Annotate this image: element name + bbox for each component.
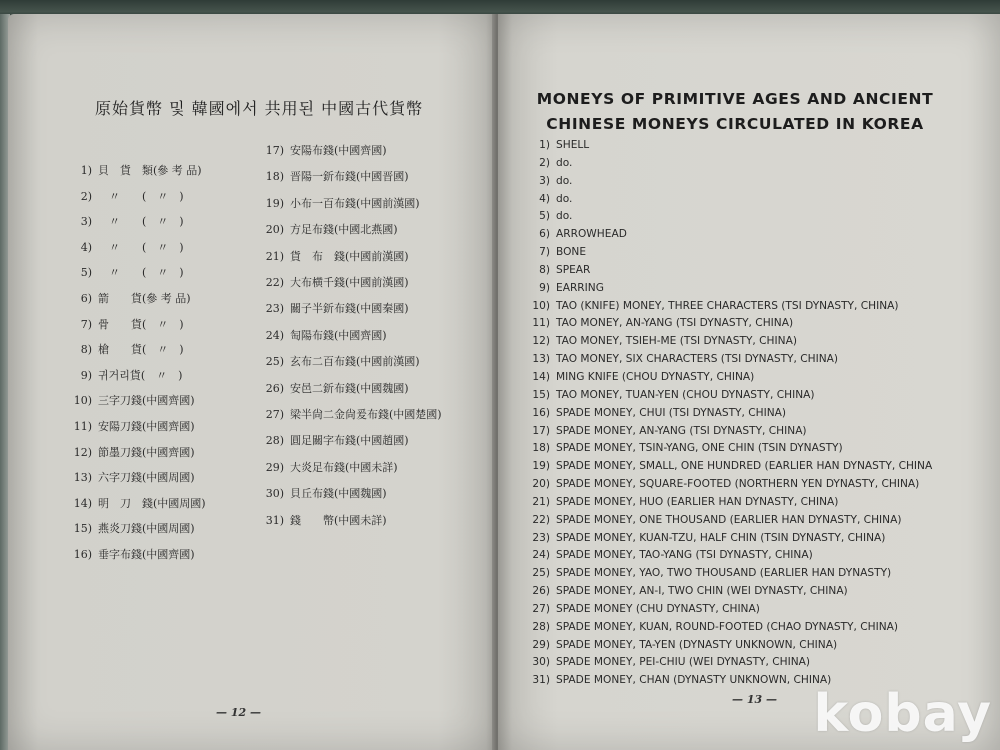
item-text: 節墨刀錢(中國齊國)	[98, 445, 195, 459]
item-number: 15)	[532, 388, 550, 401]
list-item	[262, 406, 442, 424]
right-page-title-line-1: MONEYS OF PRIMITIVE AGES AND ANCIENT	[536, 90, 934, 108]
item-text: ARROWHEAD	[556, 228, 627, 241]
list-item	[526, 173, 976, 191]
item-text: SPADE MONEY, KUAN, ROUND-FOOTED (CHAO DYNASTY, CHINA)	[556, 620, 899, 633]
list-item	[262, 432, 409, 450]
item-number: 5)	[539, 210, 550, 223]
item-number: 19)	[265, 196, 284, 210]
item-number: 11)	[73, 420, 92, 433]
item-number: 17)	[532, 424, 550, 437]
list-item	[70, 418, 195, 436]
list-item	[70, 316, 184, 334]
right-page-title-line-2: CHINESE MONEYS CIRCULATED IN KOREA	[546, 115, 924, 133]
item-text: SPADE MONEY, HUO (EARLIER HAN DYNASTY, CHINA)	[556, 495, 839, 508]
item-number: 18)	[532, 442, 550, 455]
item-number: 1)	[80, 164, 92, 177]
item-number: 3)	[80, 215, 92, 229]
left-page-title: 原始貨幣 및 韓國에서 共用된 中國古代貨幣	[95, 99, 424, 118]
item-number: 9)	[539, 281, 550, 294]
item-number: 29)	[532, 638, 550, 651]
item-number: 21)	[532, 495, 550, 508]
list-item	[526, 512, 976, 530]
watermark-logo: kobay	[813, 684, 992, 744]
item-number: 28)	[265, 434, 284, 448]
item-text: 關子半釿布錢(中國秦國)	[290, 302, 409, 316]
item-number: 26)	[265, 381, 284, 395]
item-text: 箭 貨(參 考 品)	[98, 292, 191, 305]
item-text: do.	[556, 210, 573, 223]
item-text: MING KNIFE (CHOU DYNASTY, CHINA)	[556, 370, 755, 383]
item-text: TAO MONEY, SIX CHARACTERS (TSI DYNASTY, CHINA)	[556, 353, 839, 366]
item-text: 方足布錢(中國北燕國)	[290, 223, 398, 237]
list-item	[526, 369, 976, 387]
list-item	[526, 226, 976, 244]
item-number: 15)	[73, 522, 92, 536]
item-number: 3)	[539, 174, 550, 187]
list-item	[526, 530, 976, 548]
item-number: 8)	[539, 263, 550, 276]
item-text: 貝 貨 類(參 考 品)	[98, 164, 202, 177]
list-item	[526, 155, 976, 173]
item-text: TAO MONEY, TUAN-YEN (CHOU DYNASTY, CHINA)	[556, 388, 815, 401]
item-number: 13)	[73, 471, 92, 485]
item-text: 귀거리貨( 〃 )	[98, 368, 183, 382]
item-number: 8)	[80, 343, 92, 357]
list-item	[526, 280, 976, 298]
list-item	[70, 520, 195, 538]
item-text: SPADE MONEY, TAO-YANG (TSI DYNASTY, CHINA)	[556, 549, 813, 562]
list-item	[526, 458, 976, 476]
item-number: 25)	[532, 567, 550, 580]
item-text: 三字刀錢(中國齊國)	[98, 394, 195, 408]
item-text: BONE	[556, 246, 587, 259]
list-item	[526, 191, 976, 209]
item-number: 9)	[80, 368, 92, 382]
list-item	[70, 469, 195, 487]
item-number: 29)	[265, 460, 284, 474]
item-number: 23)	[265, 302, 284, 316]
item-number: 27)	[532, 602, 550, 615]
item-number: 21)	[265, 249, 284, 263]
list-item	[262, 300, 409, 318]
list-item	[262, 380, 409, 398]
item-number: 31)	[532, 674, 550, 687]
item-text: 六字刀錢(中國周國)	[98, 471, 195, 485]
item-number: 7)	[80, 317, 92, 331]
item-text: 〃 ( 〃 )	[98, 240, 184, 254]
list-item	[70, 341, 184, 359]
item-number: 1)	[539, 139, 550, 151]
item-number: 14)	[73, 496, 92, 510]
item-number: 2)	[80, 189, 92, 203]
list-item	[262, 274, 409, 292]
item-text: 安陽刀錢(中國齊國)	[98, 420, 195, 433]
list-item	[526, 244, 976, 262]
list-item	[262, 459, 398, 477]
item-text: SPADE MONEY, TA-YEN (DYNASTY UNKNOWN, CHINA)	[556, 638, 838, 651]
item-number: 30)	[532, 656, 550, 669]
list-item	[262, 142, 387, 160]
item-text: SPADE MONEY, YAO, TWO THOUSAND (EARLIER HAN DYNASTY)	[556, 567, 892, 580]
list-item	[70, 495, 206, 513]
list-item	[526, 565, 976, 583]
list-item	[526, 333, 976, 351]
list-item	[262, 353, 420, 371]
item-text: SPADE MONEY, PEI-CHIU (WEI DYNASTY, CHINA)	[556, 656, 811, 669]
list-item	[526, 440, 976, 458]
item-text: 大炎足布錢(中國未詳)	[290, 460, 398, 474]
item-text: 骨 貨( 〃 )	[98, 317, 184, 331]
item-text: do.	[556, 156, 573, 169]
list-item	[262, 485, 387, 503]
item-text: SPADE MONEY, TSIN-YANG, ONE CHIN (TSIN DYNASTY)	[556, 442, 843, 455]
list-item	[526, 494, 976, 512]
item-number: 31)	[265, 513, 284, 527]
item-number: 6)	[80, 292, 92, 305]
item-number: 27)	[265, 408, 284, 421]
item-text: SPEAR	[556, 263, 591, 276]
item-number: 23)	[532, 531, 550, 544]
list-item	[526, 137, 976, 155]
item-number: 5)	[80, 266, 92, 280]
item-number: 24)	[265, 328, 284, 342]
item-number: 12)	[73, 445, 92, 459]
item-text: EARRING	[556, 281, 604, 294]
item-text: SPADE MONEY, CHAN (DYNASTY UNKNOWN, CHINA)	[556, 674, 832, 687]
item-text: 槍 貨( 〃 )	[98, 343, 184, 357]
list-item	[526, 601, 976, 619]
item-number: 26)	[532, 585, 550, 598]
item-text: 貨 布 錢(中國前漢國)	[290, 249, 409, 263]
item-text: 玄布二百布錢(中國前漢國)	[290, 355, 420, 369]
right-list	[526, 137, 976, 690]
item-number: 11)	[532, 317, 550, 330]
item-number: 6)	[539, 228, 550, 241]
list-item	[70, 239, 184, 257]
item-number: 7)	[539, 246, 550, 259]
list-item	[70, 444, 195, 462]
item-number: 25)	[265, 355, 284, 369]
item-number: 24)	[532, 549, 550, 562]
list-item	[526, 387, 976, 405]
item-number: 22)	[532, 513, 550, 526]
item-number: 13)	[532, 353, 550, 366]
item-number: 4)	[80, 240, 92, 254]
list-item	[526, 351, 976, 369]
list-item	[526, 208, 976, 226]
item-text: TAO (KNIFE) MONEY, THREE CHARACTERS (TSI DYNASTY, CHINA)	[556, 299, 899, 312]
list-item	[70, 392, 195, 410]
item-number: 18)	[265, 170, 284, 184]
item-text: SPADE MONEY, KUAN-TZU, HALF CHIN (TSIN DYNASTY, CHINA)	[556, 531, 886, 544]
item-text: 安邑二釿布錢(中國魏國)	[290, 381, 409, 395]
list-item	[70, 367, 182, 385]
list-item	[262, 221, 398, 239]
item-text: TAO MONEY, TSIEH-ME (TSI DYNASTY, CHINA)	[556, 335, 797, 348]
item-number: 12)	[532, 335, 550, 348]
left-page-number: — 12 —	[216, 706, 261, 719]
list-item	[526, 583, 976, 601]
right-page-number: — 13 —	[732, 693, 777, 706]
list-item	[262, 195, 420, 213]
item-text: 安陽布錢(中國齊國)	[290, 144, 387, 157]
list-item	[70, 290, 191, 308]
list-item	[70, 546, 195, 564]
list-item	[262, 168, 409, 186]
item-text: 大布横千錢(中國前漢國)	[290, 276, 409, 289]
item-number: 20)	[532, 478, 550, 491]
list-item	[526, 619, 976, 637]
item-number: 17)	[265, 144, 284, 157]
item-text: 〃 ( 〃 )	[98, 189, 184, 203]
item-number: 16)	[532, 406, 550, 419]
item-number: 28)	[532, 620, 550, 633]
item-text: 梁半尙二金尙爰布錢(中國楚國)	[290, 408, 442, 421]
item-number: 2)	[539, 156, 550, 169]
item-number: 4)	[539, 192, 550, 205]
list-item	[262, 327, 387, 345]
item-text: SHELL	[556, 139, 590, 151]
list-item	[526, 405, 976, 423]
item-text: do.	[556, 192, 573, 205]
item-text: 〃 ( 〃 )	[98, 266, 184, 280]
list-item	[70, 162, 202, 180]
item-text: 明 刀 錢(中國周國)	[98, 496, 206, 510]
list-item	[526, 476, 976, 494]
list-item	[526, 423, 976, 441]
item-text: 晋陽一釿布錢(中國晋國)	[290, 170, 409, 184]
item-text: 〃 ( 〃 )	[98, 215, 184, 229]
item-text: do.	[556, 174, 573, 187]
item-text: 圓足關字布錢(中國趙國)	[290, 434, 409, 448]
item-number: 14)	[532, 370, 550, 383]
list-item	[526, 547, 976, 565]
item-number: 19)	[532, 460, 550, 473]
list-item	[526, 315, 976, 333]
list-item	[70, 188, 184, 206]
item-text: 垂字布錢(中國齊國)	[98, 548, 195, 561]
item-text: 匋陽布錢(中國齊國)	[290, 328, 387, 342]
item-number: 16)	[73, 548, 92, 561]
list-item	[526, 262, 976, 280]
item-text: 小布一百布錢(中國前漢國)	[290, 196, 420, 210]
item-number: 10)	[73, 394, 92, 408]
item-number: 10)	[532, 299, 550, 312]
item-number: 20)	[265, 223, 284, 237]
list-item	[526, 654, 976, 672]
list-item	[262, 512, 387, 530]
item-number: 22)	[265, 276, 284, 289]
list-item	[70, 264, 184, 282]
item-text: SPADE MONEY (CHU DYNASTY, CHINA)	[556, 602, 760, 615]
item-text: SPADE MONEY, CHUI (TSI DYNASTY, CHINA)	[556, 406, 787, 419]
list-item	[262, 248, 409, 266]
item-text: TAO MONEY, AN-YANG (TSI DYNASTY, CHINA)	[556, 317, 794, 330]
item-text: 錢 幣(中國未詳)	[290, 513, 387, 527]
list-item	[70, 213, 184, 231]
item-text: SPADE MONEY, ONE THOUSAND (EARLIER HAN DYNASTY, CHINA)	[556, 513, 902, 526]
item-text: SPADE MONEY, SQUARE-FOOTED (NORTHERN YEN DYNASTY, CHINA)	[556, 478, 920, 491]
item-text: SPADE MONEY, AN-I, TWO CHIN (WEI DYNASTY, CHINA)	[556, 585, 848, 598]
list-item	[526, 298, 976, 316]
item-text: 貝丘布錢(中國魏國)	[290, 487, 387, 501]
item-number: 30)	[265, 487, 284, 501]
item-text: 燕炎刀錢(中國周國)	[98, 522, 195, 536]
list-item	[526, 637, 976, 655]
item-text: SPADE MONEY, AN-YANG (TSI DYNASTY, CHINA)	[556, 424, 807, 437]
item-text: SPADE MONEY, SMALL, ONE HUNDRED (EARLIER HAN DYNASTY, CHINA	[556, 460, 933, 473]
